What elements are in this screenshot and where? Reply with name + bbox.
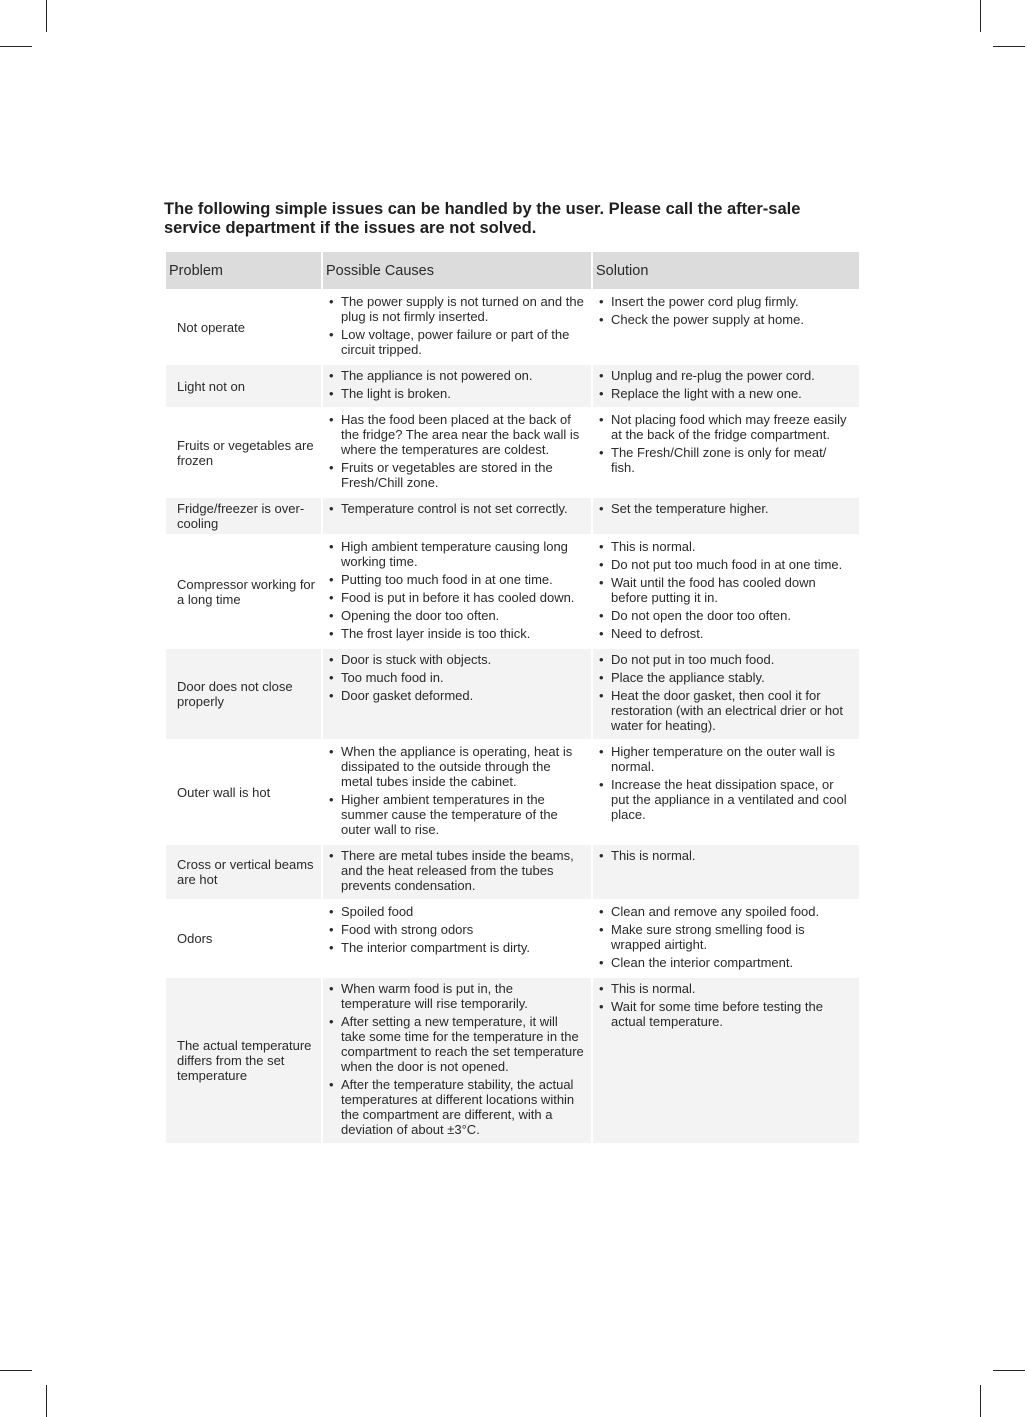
solution-item: • This is normal.	[599, 848, 853, 863]
causes-list	[329, 981, 585, 1137]
cause-item: • Spoiled food	[329, 904, 585, 919]
causes-list	[329, 904, 585, 955]
cause-item: • Opening the door too often.	[329, 608, 585, 623]
header-solution: Solution	[593, 252, 859, 289]
cause-item: • Too much food in.	[329, 670, 585, 685]
solution-item: • Not placing food which may freeze easily at the back of the fridge compartment.	[599, 412, 853, 442]
solutions-list	[599, 981, 853, 1029]
cause-item: • Food with strong odors	[329, 922, 585, 937]
solution-cell	[593, 536, 859, 647]
problem-cell: Not operate	[166, 291, 321, 363]
cause-item: • When the appliance is operating, heat is dissipated to the outside through the metal tubes inside the cabinet.	[329, 744, 585, 789]
solution-item: • This is normal.	[599, 539, 853, 554]
causes-cell	[323, 978, 591, 1143]
solution-item: • Insert the power cord plug firmly.	[599, 294, 853, 309]
causes-cell	[323, 409, 591, 496]
solution-item: • Replace the light with a new one.	[599, 386, 853, 401]
solution-item: • Set the temperature higher.	[599, 501, 853, 516]
causes-cell	[323, 365, 591, 407]
solution-item: • Wait until the food has cooled down before putting it in.	[599, 575, 853, 605]
cause-item: • High ambient temperature causing long working time.	[329, 539, 585, 569]
solution-cell	[593, 498, 859, 534]
causes-cell	[323, 498, 591, 534]
crop-mark	[993, 46, 1025, 47]
crop-mark	[0, 46, 32, 47]
table-row	[166, 845, 859, 899]
crop-mark	[980, 0, 981, 32]
solution-item: • Do not put in too much food.	[599, 652, 853, 667]
solution-cell	[593, 741, 859, 843]
solution-item: • Check the power supply at home.	[599, 312, 853, 327]
cause-item: • Putting too much food in at one time.	[329, 572, 585, 587]
causes-list	[329, 294, 585, 357]
cause-item: • The interior compartment is dirty.	[329, 940, 585, 955]
crop-mark	[0, 1370, 32, 1371]
solution-item: • Increase the heat dissipation space, or put the appliance in a ventilated and cool place.	[599, 777, 853, 822]
header-possible-causes: Possible Causes	[323, 252, 591, 289]
problem-cell: Door does not close properly	[166, 649, 321, 739]
solutions-list	[599, 744, 853, 822]
crop-mark	[980, 1385, 981, 1417]
solution-cell	[593, 409, 859, 496]
causes-cell	[323, 649, 591, 739]
solution-item: • The Fresh/Chill zone is only for meat/ fish.	[599, 445, 853, 475]
cause-item: • The appliance is not powered on.	[329, 368, 585, 383]
crop-mark	[46, 1385, 47, 1417]
solution-item: • Unplug and re-plug the power cord.	[599, 368, 853, 383]
crop-mark	[46, 0, 47, 32]
solution-cell	[593, 291, 859, 363]
solution-item: • Do not open the door too often.	[599, 608, 853, 623]
cause-item: • Low voltage, power failure or part of the circuit tripped.	[329, 327, 585, 357]
cause-item: • Door gasket deformed.	[329, 688, 585, 703]
solution-cell	[593, 901, 859, 976]
cause-item: • Door is stuck with objects.	[329, 652, 585, 667]
solution-item: • Do not put too much food in at one time.	[599, 557, 853, 572]
solutions-list	[599, 539, 853, 641]
cause-item: • When warm food is put in, the temperature will rise temporarily.	[329, 981, 585, 1011]
solution-item: • Make sure strong smelling food is wrapped airtight.	[599, 922, 853, 952]
cause-item: • After setting a new temperature, it will take some time for the temperature in the compartment to reach the set temperature when the door is not opened.	[329, 1014, 585, 1074]
solution-item: • Need to defrost.	[599, 626, 853, 641]
solution-item: • This is normal.	[599, 981, 853, 996]
table-row	[166, 291, 859, 363]
causes-list	[329, 652, 585, 703]
table-row	[166, 365, 859, 407]
cause-item: • The power supply is not turned on and the plug is not firmly inserted.	[329, 294, 585, 324]
causes-list	[329, 501, 585, 516]
heading-line-2: service department if the issues are not solved.	[164, 219, 537, 237]
causes-cell	[323, 901, 591, 976]
problem-cell: Compressor working for a long time	[166, 536, 321, 647]
table-row	[166, 536, 859, 647]
causes-list	[329, 848, 585, 893]
table-row	[166, 409, 859, 496]
crop-mark	[993, 1370, 1025, 1371]
solutions-list	[599, 848, 853, 863]
troubleshooting-table	[164, 250, 861, 1145]
solutions-list	[599, 652, 853, 733]
cause-item: • Fruits or vegetables are stored in the Fresh/Chill zone.	[329, 460, 585, 490]
solution-cell	[593, 365, 859, 407]
solution-item: • Place the appliance stably.	[599, 670, 853, 685]
table-header-row	[166, 252, 859, 289]
causes-cell	[323, 291, 591, 363]
solutions-list	[599, 412, 853, 475]
solution-item: • Clean and remove any spoiled food.	[599, 904, 853, 919]
solution-item: • Heat the door gasket, then cool it for restoration (with an electrical drier or hot water for heating).	[599, 688, 853, 733]
solution-cell	[593, 978, 859, 1143]
cause-item: • There are metal tubes inside the beams, and the heat released from the tubes prevents condensation.	[329, 848, 585, 893]
table-row	[166, 901, 859, 976]
table-row	[166, 649, 859, 739]
problem-cell: Cross or vertical beams are hot	[166, 845, 321, 899]
causes-list	[329, 412, 585, 490]
cause-item: • The frost layer inside is too thick.	[329, 626, 585, 641]
solutions-list	[599, 294, 853, 327]
causes-list	[329, 368, 585, 401]
header-problem: Problem	[166, 252, 321, 289]
solution-cell	[593, 845, 859, 899]
cause-item: • Food is put in before it has cooled down.	[329, 590, 585, 605]
table-row	[166, 978, 859, 1143]
solutions-list	[599, 501, 853, 516]
problem-cell: Light not on	[166, 365, 321, 407]
page-heading	[164, 200, 864, 238]
solution-item: • Clean the interior compartment.	[599, 955, 853, 970]
causes-list	[329, 744, 585, 837]
causes-list	[329, 539, 585, 641]
problem-cell: The actual temperature differs from the set temperature	[166, 978, 321, 1143]
solutions-list	[599, 904, 853, 970]
solution-item: • Wait for some time before testing the actual temperature.	[599, 999, 853, 1029]
heading-line-1: The following simple issues can be handled by the user. Please call the after-sale	[164, 200, 801, 218]
cause-item: • Temperature control is not set correctly.	[329, 501, 585, 516]
solutions-list	[599, 368, 853, 401]
solution-item: • Higher temperature on the outer wall is normal.	[599, 744, 853, 774]
causes-cell	[323, 845, 591, 899]
cause-item: • Higher ambient temperatures in the summer cause the temperature of the outer wall to rise.	[329, 792, 585, 837]
table-row	[166, 741, 859, 843]
causes-cell	[323, 536, 591, 647]
solution-cell	[593, 649, 859, 739]
cause-item: • Has the food been placed at the back of the fridge? The area near the back wall is where the temperatures are coldest.	[329, 412, 585, 457]
problem-cell: Fruits or vegetables are frozen	[166, 409, 321, 496]
cause-item: • The light is broken.	[329, 386, 585, 401]
problem-cell: Fridge/freezer is over-cooling	[166, 498, 321, 534]
cause-item: • After the temperature stability, the actual temperatures at different locations within the compartment are different, with a deviation of about ±3°C.	[329, 1077, 585, 1137]
causes-cell	[323, 741, 591, 843]
problem-cell: Odors	[166, 901, 321, 976]
table-row	[166, 498, 859, 534]
problem-cell: Outer wall is hot	[166, 741, 321, 843]
